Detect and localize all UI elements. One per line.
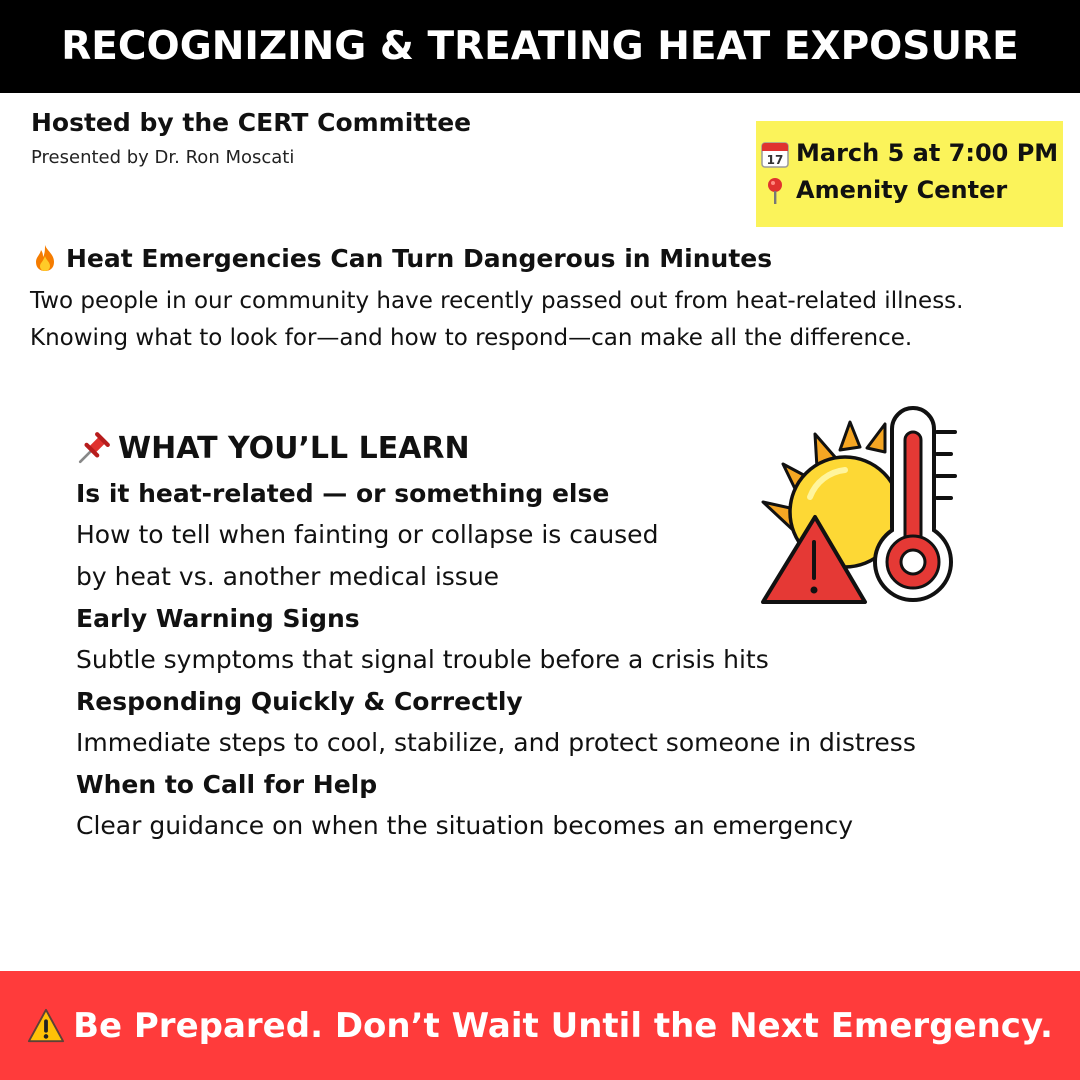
topic-item [76, 681, 976, 764]
intro-heading [30, 243, 772, 273]
topic-heading: Is it heat-related — or something else [76, 479, 610, 508]
topic-item [76, 764, 976, 847]
pin-icon [760, 176, 790, 206]
hosted-by: Hosted by the CERT Committee [31, 108, 472, 137]
topic-description: How to tell when fainting or collapse is caused by heat vs. another medical issue [76, 520, 659, 591]
topic-heading: Early Warning Signs [76, 604, 360, 633]
sun-thermometer-warning-icon [755, 402, 965, 612]
topic-description: Subtle symptoms that signal trouble before a crisis hits [76, 645, 769, 674]
event-details-box [756, 121, 1063, 227]
page-title: RECOGNIZING & TREATING HEAT EXPOSURE [61, 24, 1019, 69]
pushpin-icon [76, 430, 112, 466]
footer-banner [0, 971, 1080, 1080]
svg-text:17: 17 [766, 152, 784, 167]
header-banner [0, 0, 1080, 93]
event-date [760, 135, 1063, 172]
footer-message [27, 1006, 1053, 1046]
topic-heading: When to Call for Help [76, 770, 378, 799]
intro-paragraph: Two people in our community have recently passed out from heat-related illness. Knowing what to look for—and how to respond—can make all the difference. [30, 288, 964, 351]
event-location-text: Amenity Center [796, 176, 1008, 204]
learn-heading-text: WHAT YOU’LL LEARN [118, 430, 470, 466]
topic-description: Clear guidance on when the situation becomes an emergency [76, 811, 854, 840]
fire-icon [30, 243, 60, 273]
topic-description: Immediate steps to cool, stabilize, and protect someone in distress [76, 728, 916, 757]
calendar-icon [760, 139, 790, 169]
presented-by: Presented by Dr. Ron Moscati [31, 147, 295, 168]
footer-message-text: Be Prepared. Don’t Wait Until the Next Emergency. [73, 1005, 1053, 1046]
intro-heading-text: Heat Emergencies Can Turn Dangerous in Minutes [66, 243, 773, 273]
event-location [760, 172, 1063, 209]
event-date-text: March 5 at 7:00 PM [796, 139, 1059, 167]
warning-icon [27, 1007, 65, 1045]
topic-heading: Responding Quickly & Correctly [76, 687, 523, 716]
